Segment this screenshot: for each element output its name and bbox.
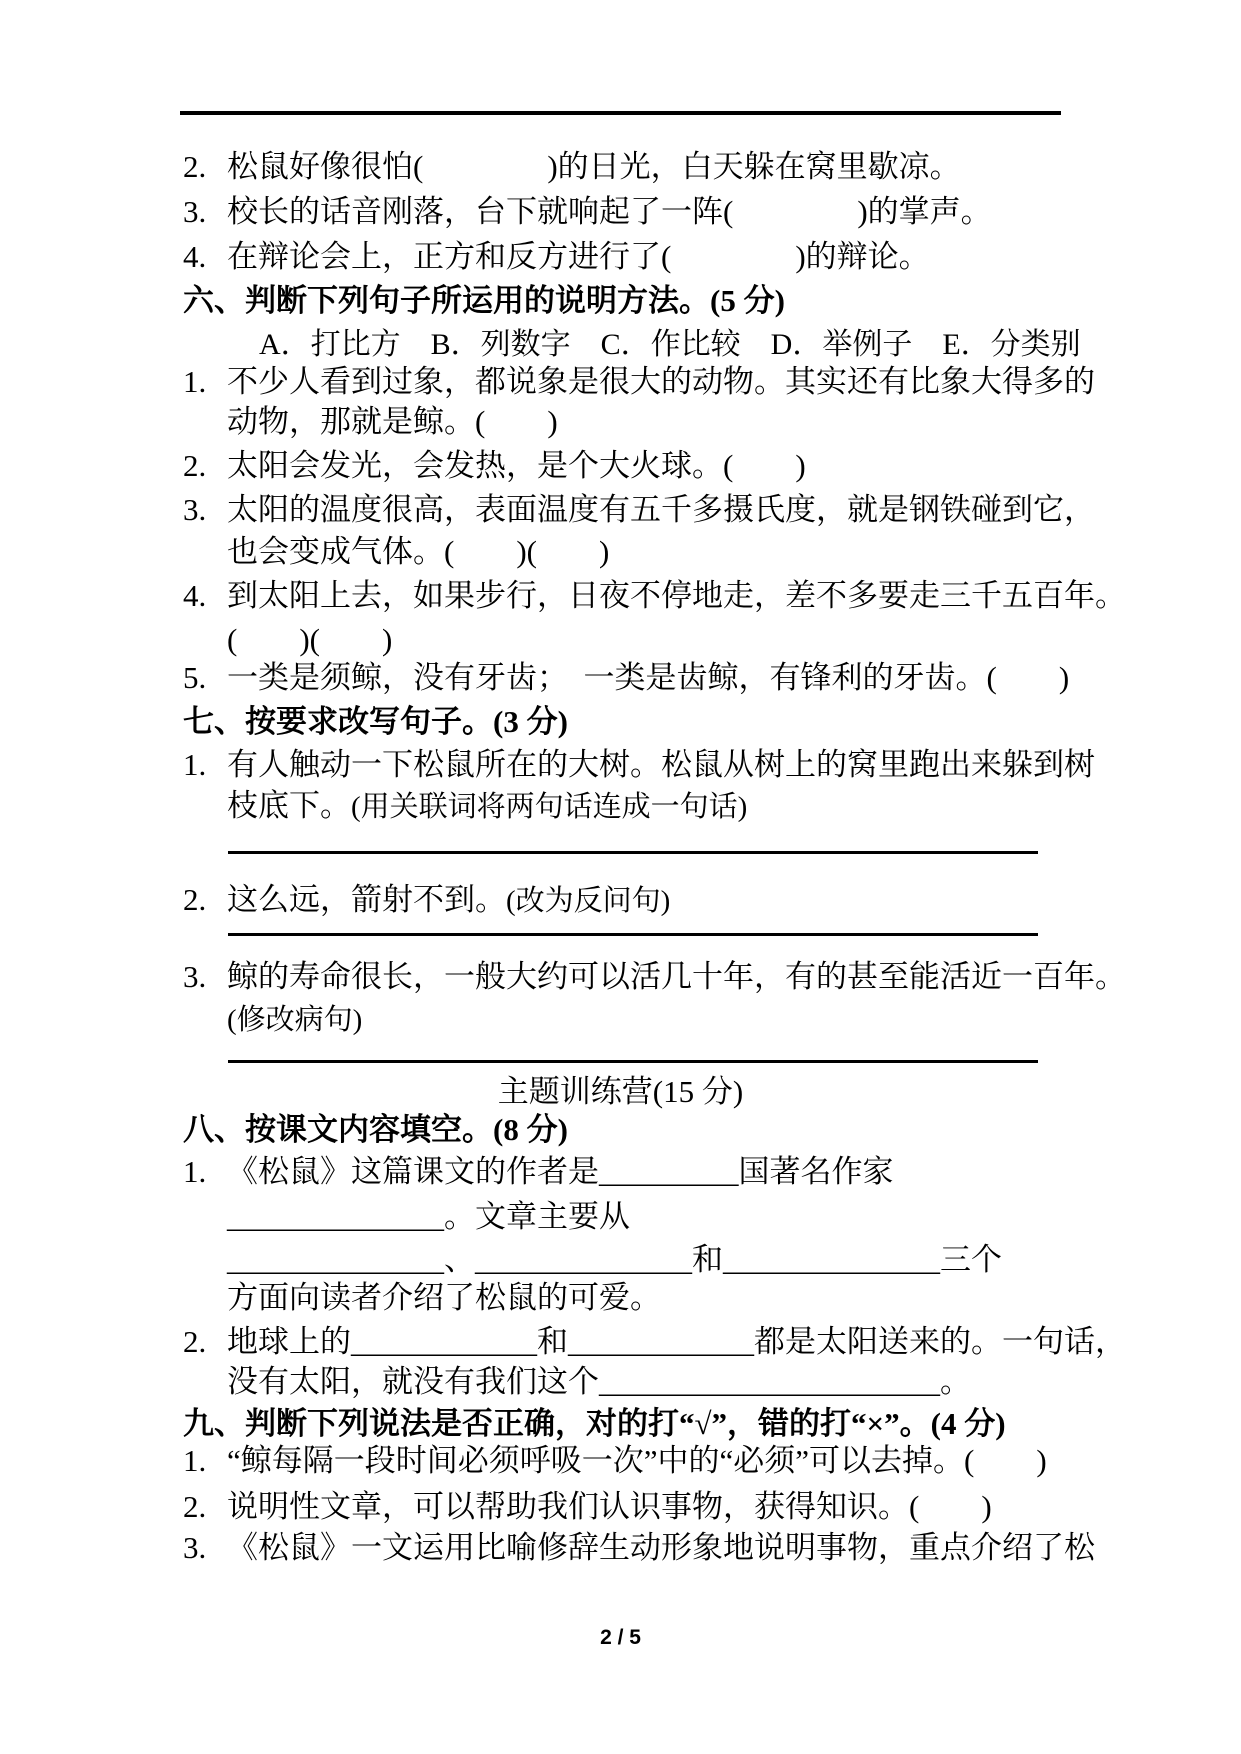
item-number: 2. (183, 1489, 207, 1524)
item-text: 鲸的寿命很长，一般大约可以活几十年，有的甚至能活近一百年。 (227, 959, 1126, 994)
item-text: 校长的话音刚落，台下就响起了一阵( )的掌声。 (227, 194, 992, 229)
item-number: 2. (183, 149, 207, 184)
item-text: 在辩论会上，正方和反方进行了( )的辩论。 (227, 239, 930, 274)
item-5-3 (183, 191, 992, 233)
item-text: “鲸每隔一段时间必须呼吸一次”中的“必须”可以去掉。( ) (227, 1443, 1047, 1478)
item-8-1-cont: ______________、______________和______________三个 (227, 1242, 1002, 1277)
item-9-3 (183, 1527, 1095, 1569)
item-text: 太阳会发光，会发热，是个大火球。( ) (227, 448, 806, 483)
item-text: 到太阳上去，如果步行，日夜不停地走，差不多要走三千五百年。 (227, 578, 1126, 613)
theme-camp-title: 主题训练营(15 分) (497, 1074, 744, 1109)
item-9-2 (183, 1486, 992, 1528)
item-number: 3. (183, 1530, 207, 1565)
item-number: 1. (183, 1443, 207, 1478)
section7-heading: 七、按要求改写句子。(3 分) (183, 704, 568, 739)
item-text: 太阳的温度很高，表面温度有五千多摄氏度，就是钢铁碰到它， (227, 492, 1095, 527)
answer-blank-line (228, 933, 1038, 936)
item-6-4-cont: ( )( ) (227, 622, 393, 657)
item-6-2 (183, 445, 806, 487)
item-7-1-cont (227, 785, 747, 828)
item-8-2 (183, 1321, 1126, 1363)
item-text: 《松鼠》这篇课文的作者是_________国著名作家 (227, 1154, 894, 1189)
answer-blank-line (228, 851, 1038, 854)
item-7-3-note: (修改病句) (227, 1004, 363, 1036)
item-number: 3. (183, 959, 207, 994)
item-number: 2. (183, 882, 207, 917)
item-text: 不少人看到过象，都说象是很大的动物。其实还有比象大得多的 (227, 364, 1095, 399)
item-number: 1. (183, 1154, 207, 1189)
item-6-3-cont: 也会变成气体。( )( ) (227, 534, 610, 569)
item-text: 《松鼠》一文运用比喻修辞生动形象地说明事物，重点介绍了松 (227, 1530, 1095, 1565)
item-7-1 (183, 744, 1095, 786)
item-number: 1. (183, 747, 207, 782)
header-rule (180, 111, 1061, 115)
item-number: 4. (183, 578, 207, 613)
item-6-3 (183, 489, 1095, 531)
item-number: 2. (183, 1324, 207, 1359)
section6-option-list: A．打比方 B．列数字 C．作比较 D．举例子 E．分类别 (259, 328, 1081, 361)
item-number: 1. (183, 364, 207, 399)
item-text: 一类是须鲸，没有牙齿； 一类是齿鲸，有锋利的牙齿。( ) (227, 660, 1070, 695)
answer-blank-line (228, 1060, 1038, 1063)
item-6-4 (183, 575, 1126, 617)
item-text: 这么远，箭射不到。 (227, 882, 506, 917)
item-6-5 (183, 657, 1069, 699)
instruction-note: (用关联词将两句话连成一句话) (351, 791, 748, 823)
item-text: 松鼠好像很怕( )的日光，白天躲在窝里歇凉。 (227, 149, 961, 184)
section8-heading: 八、按课文内容填空。(8 分) (183, 1112, 568, 1147)
item-9-1 (183, 1440, 1047, 1482)
item-number: 3. (183, 492, 207, 527)
item-8-1-cont: ______________。文章主要从 (227, 1199, 630, 1234)
item-text: 枝底下。 (227, 788, 351, 823)
item-6-1 (183, 361, 1095, 403)
item-text: 说明性文章，可以帮助我们认识事物，获得知识。( ) (227, 1489, 992, 1524)
section6-heading: 六、判断下列句子所运用的说明方法。(5 分) (183, 283, 785, 318)
item-8-2-cont: 没有太阳，就没有我们这个______________________。 (227, 1364, 971, 1399)
item-5-2 (183, 146, 961, 188)
item-7-3 (183, 956, 1126, 998)
item-text: 有人触动一下松鼠所在的大树。松鼠从树上的窝里跑出来躲到树 (227, 747, 1095, 782)
instruction-note: (改为反问句) (506, 885, 671, 917)
item-5-4 (183, 236, 930, 278)
item-7-2 (183, 879, 670, 922)
item-text: 地球上的____________和____________都是太阳送来的。一句话， (227, 1324, 1126, 1359)
item-number: 4. (183, 239, 207, 274)
item-8-1-cont: 方面向读者介绍了松鼠的可爱。 (227, 1280, 661, 1315)
item-number: 3. (183, 194, 207, 229)
section9-heading: 九、判断下列说法是否正确，对的打“√”，错的打“×”。(4 分) (183, 1406, 1006, 1441)
page-number: 2 / 5 (600, 1626, 641, 1649)
item-number: 2. (183, 448, 207, 483)
item-6-1-cont: 动物，那就是鲸。( ) (227, 404, 558, 439)
item-8-1 (183, 1151, 894, 1193)
item-number: 5. (183, 660, 207, 695)
